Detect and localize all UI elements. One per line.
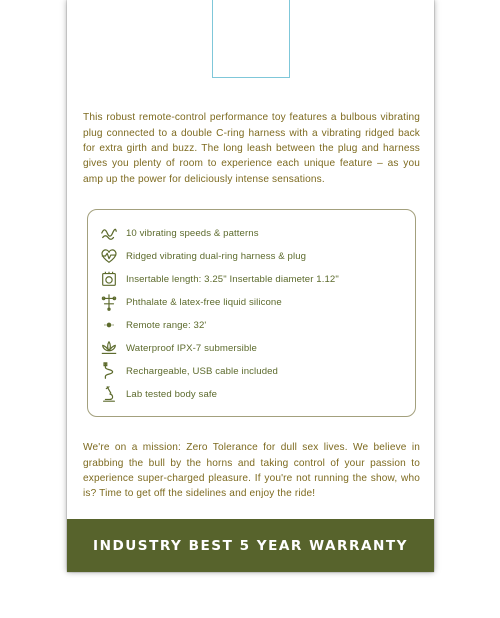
feature-item xyxy=(100,246,306,266)
vibration-wave-icon xyxy=(100,224,118,242)
heartbeat-icon xyxy=(100,247,118,265)
feature-label: Ridged vibrating dual-ring harness & plug xyxy=(126,250,307,262)
product-card xyxy=(67,0,434,572)
lotus-water-icon xyxy=(100,339,118,357)
feature-label: Waterproof IPX-7 submersible xyxy=(126,342,257,354)
hang-tab-outline xyxy=(212,0,290,78)
microscope-icon xyxy=(100,385,118,403)
features-box xyxy=(87,209,416,417)
molecule-icon xyxy=(100,293,118,311)
feature-item xyxy=(100,361,278,381)
feature-label: Insertable length: 3.25" Insertable diameter 1.12" xyxy=(126,273,339,285)
feature-label: Rechargeable, USB cable included xyxy=(126,365,278,377)
feature-item xyxy=(100,223,259,243)
feature-item xyxy=(100,292,282,312)
product-description: This robust remote-control performance toy features a bulbous vibrating plug connected to a double C-ring harness with a vibrating ridged back for extra girth and buzz. The long leash between the plug and harness gives you plenty of room to experience each unique feature – as you amp up the power for deliciously intense sensations. xyxy=(83,112,420,185)
feature-item xyxy=(100,269,339,289)
warranty-banner xyxy=(67,519,434,572)
feature-item xyxy=(100,384,217,404)
feature-label: Phthalate & latex-free liquid silicone xyxy=(126,296,282,308)
feature-label: Lab tested body safe xyxy=(126,388,218,400)
feature-item xyxy=(100,315,206,335)
mission-statement: We're on a mission: Zero Tolerance for dull sex lives. We believe in grabbing the bull by the horns and taking control of your passion to experience super-charged pleasure. If you're not running the show, who is? Time to get off the sidelines and enjoy the ride! xyxy=(83,442,420,500)
usb-cable-icon xyxy=(100,362,118,380)
feature-item xyxy=(100,338,257,358)
feature-label: Remote range: 32' xyxy=(126,319,207,331)
warranty-text: INDUSTRY BEST 5 YEAR WARRANTY xyxy=(93,537,408,554)
ruler-box-icon xyxy=(100,270,118,288)
feature-label: 10 vibrating speeds & patterns xyxy=(126,227,259,239)
remote-signal-icon xyxy=(100,316,118,334)
